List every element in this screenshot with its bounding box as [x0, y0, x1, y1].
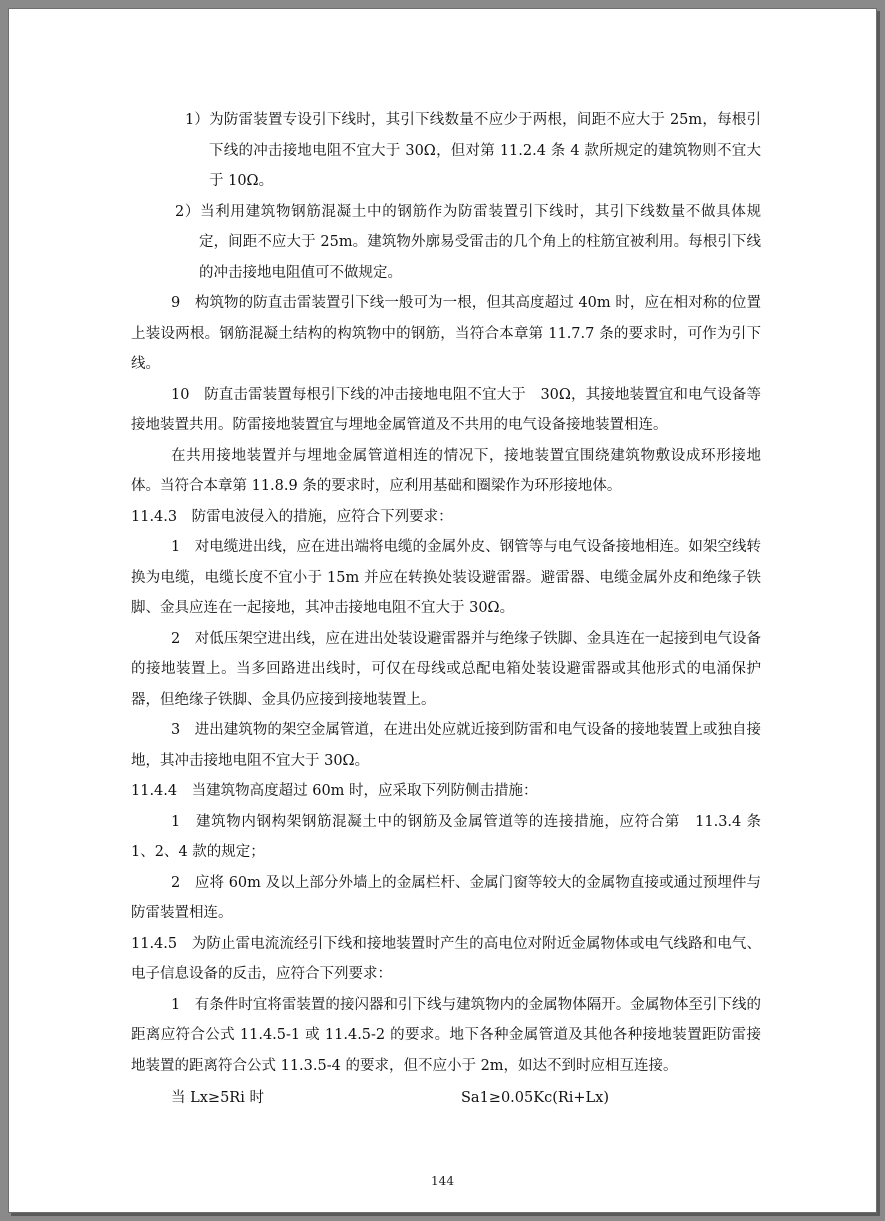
paragraph: 3 进出建筑物的架空金属管道，在进出处应就近接到防雷和电气设备的接地装置上或独自接地，其冲击接地电阻不宜大于 30Ω。: [131, 722, 761, 769]
page-number: 144: [431, 1174, 454, 1188]
paragraph: 1 有条件时宜将雷装置的接闪器和引下线与建筑物内的金属物体隔开。金属物体至引下线的距离应符合公式 11.4.5-1 或 11.4.5-2 的要求。地下各种金属管道及其他各种接地装置距防雷接地装置的距离符合公式 11.3.5-4 的要求，但不应小于 2m，如达不到时应相互连接。: [131, 996, 761, 1074]
paragraph: 1 建筑物内钢构架钢筋混凝土中的钢筋及金属管道等的连接措施，应符合第 11.3.4 条 1、2、4 款的规定；: [131, 813, 761, 860]
paragraph: 9 构筑物的防直击雷装置引下线一般可为一根，但其高度超过 40m 时，应在相对称的位置上装设两根。钢筋混凝土结构的构筑物中的钢筋，当符合本章第 11.7.7 条的要求时，可作为引下线。: [131, 295, 761, 372]
paragraph: 1 对电缆进出线，应在进出端将电缆的金属外皮、钢管等与电气设备接地相连。如架空线转换为电缆，电缆长度不宜小于 15m 并应在转换处装设避雷器。避雷器、电缆金属外皮和绝缘子铁脚、金具应连在一起接地，其冲击接地电阻不宜大于 30Ω。: [131, 539, 761, 616]
paragraph: 10 防直击雷装置每根引下线的冲击接地电阻不宜大于 30Ω，其接地装置宜和电气设备等接地装置共用。防雷接地装置宜与埋地金属管道及不共用的电气设备接地装置相连。: [131, 386, 761, 433]
section-heading: 11.4.4 当建筑物高度超过 60m 时，应采取下列防侧击措施：: [131, 783, 538, 799]
paragraph: 2 对低压架空进出线，应在进出处装设避雷器并与绝缘子铁脚、金具连在一起接到电气设备的接地装置上。当多回路进出线时，可仅在母线或总配电箱处装设避雷器或其他形式的电涌保护器，但绝缘子铁脚、金具仍应接到接地装置上。: [131, 630, 761, 708]
document-page: [8, 8, 877, 1213]
formula-equation: Sa1≥0.05Kc(Ri+Lx): [461, 1090, 610, 1106]
formula-condition: 当 Lx≥5Ri 时: [171, 1090, 264, 1106]
paragraph: 2 应将 60m 及以上部分外墙上的金属栏杆、金属门窗等较大的金属物直接或通过预埋件与防雷装置相连。: [131, 874, 761, 921]
body-text: [131, 105, 761, 1113]
section-heading: 11.4.3 防雷电波侵入的措施，应符合下列要求：: [131, 508, 453, 525]
section-heading: 11.4.5 为防止雷电流流经引下线和接地装置时产生的高电位对附近金属物体或电气线路和电气、电子信息设备的反击，应符合下列要求：: [131, 935, 761, 982]
paragraph: 在共用接地装置并与埋地金属管道相连的情况下，接地装置宜围绕建筑物敷设成环形接地体。当符合本章第 11.8.9 条的要求时，应利用基础和圈梁作为环形接地体。: [131, 447, 761, 494]
paragraph: 1）为防雷装置专设引下线时，其引下线数量不应少于两根，间距不应大于 25m，每根引下线的冲击接地电阻不宜大于 30Ω，但对第 11.2.4 条 4 款所规定的建筑物则不宜大于 10Ω。: [185, 112, 761, 189]
paragraph: 2）当利用建筑物钢筋混凝土中的钢筋作为防雷装置引下线时，其引下线数量不做具体规定，间距不应大于 25m。建筑物外廓易受雷击的几个角上的柱筋宜被利用。每根引下线的冲击接地电阻值可不做规定。: [175, 203, 761, 281]
formula-line: [131, 1083, 761, 1113]
